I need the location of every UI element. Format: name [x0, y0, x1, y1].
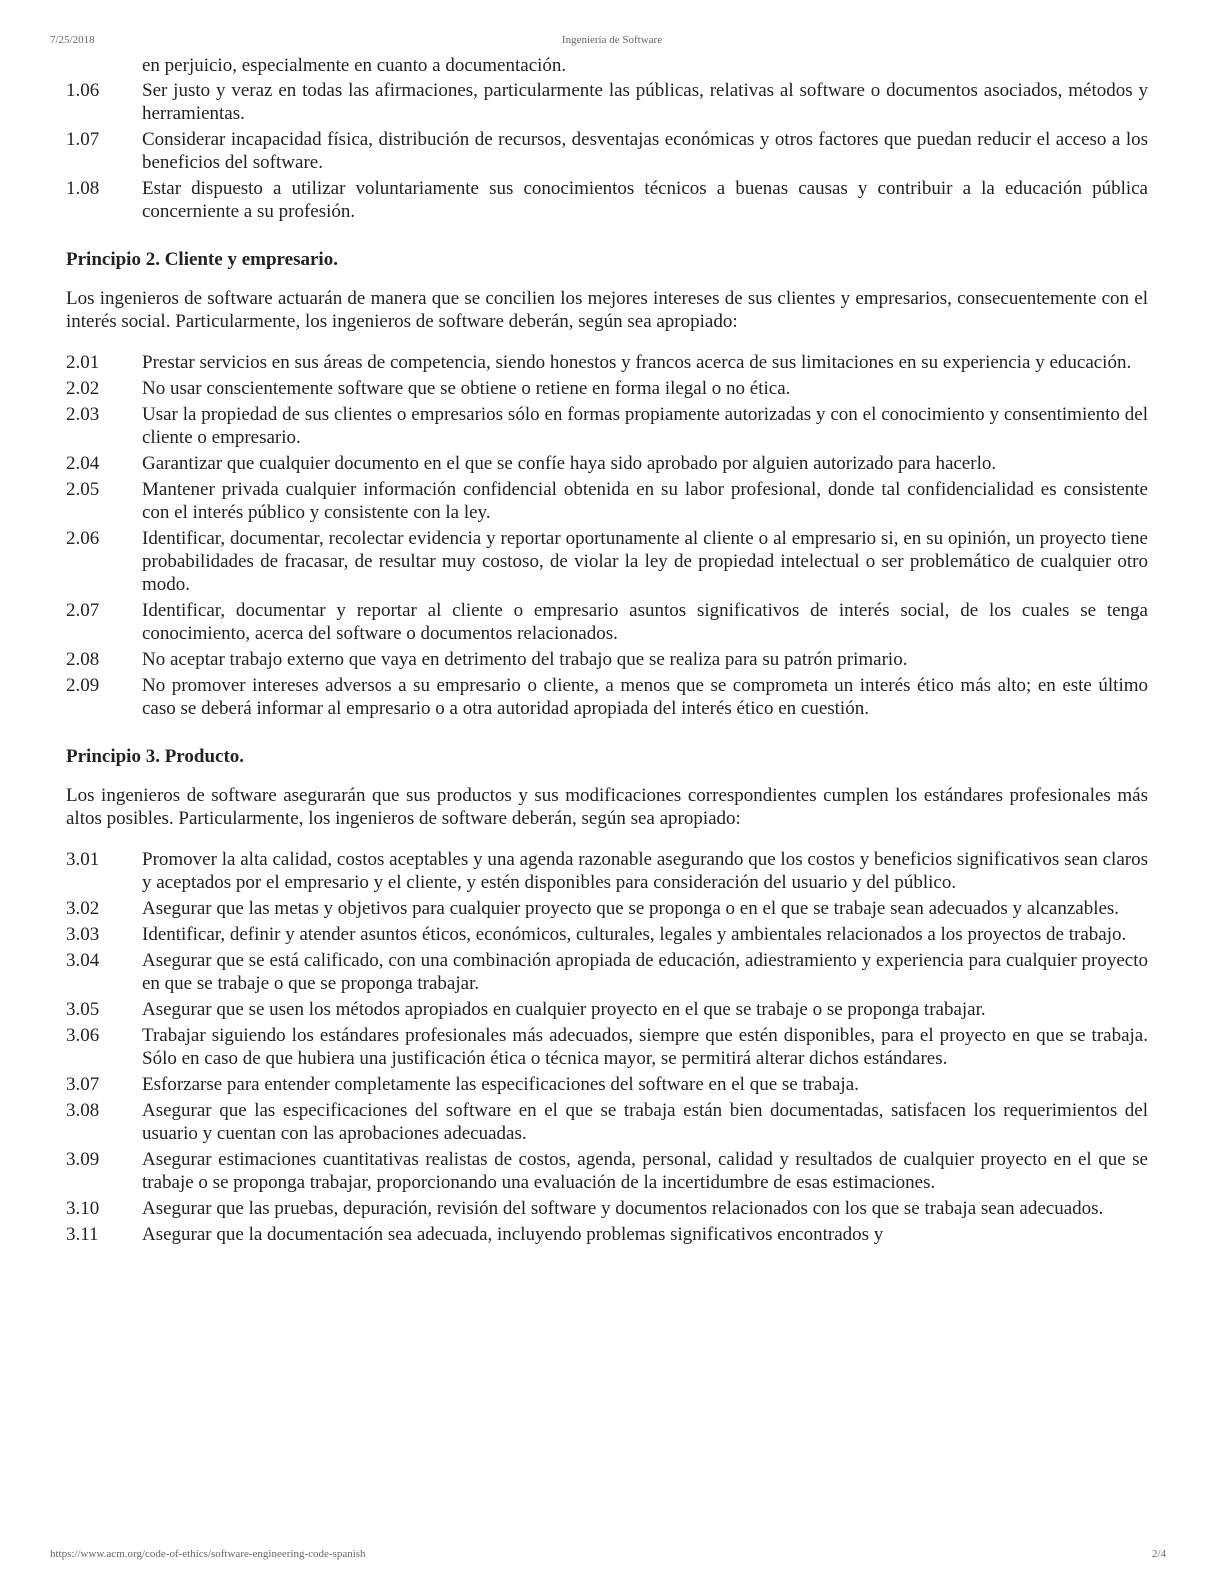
clause-number: 3.10 [66, 1198, 100, 1219]
clause-item [66, 1148, 1148, 1194]
clause-number: 2.09 [66, 675, 100, 696]
clause-item [66, 452, 1148, 475]
clause-text: Prestar servicios en sus áreas de competencia, siendo honestos y francos acerca de sus limitaciones en su experiencia y educación. [142, 352, 1132, 373]
principle-3-heading: Principio 3. Producto. [66, 746, 245, 767]
clause-number: 3.09 [66, 1149, 100, 1170]
clause-number: 2.01 [66, 352, 100, 373]
principle-2-list [66, 351, 1148, 720]
clause-item [66, 648, 1148, 671]
clause-text: Mantener privada cualquier información confidencial obtenida en su labor profesional, donde tal confidencialidad es consistente con el interés público y consistente con la ley. [142, 479, 1148, 523]
clause-text: Asegurar que las especificaciones del software en el que se trabaja están bien documentadas, satisfacen los requerimientos del usuario y cuentan con las aprobaciones adecuadas. [142, 1100, 1148, 1144]
clause-text: Asegurar que las metas y objetivos para cualquier proyecto que se proponga o en el que se trabaje sean adecuados y alcanzables. [142, 898, 1120, 919]
clause-text: Esforzarse para entender completamente las especificaciones del software en el que se trabaja. [142, 1074, 859, 1095]
clause-number: 2.05 [66, 479, 100, 500]
clause-text: Asegurar estimaciones cuantitativas realistas de costos, agenda, personal, calidad y resultados de cualquier proyecto en el que se trabaje o se proponga trabajar, proporcionando una evaluación de la incertidumbre de esas estimaciones. [142, 1149, 1148, 1193]
header-title: Ingeniería de Software [561, 34, 663, 46]
clause-item [66, 478, 1148, 524]
principle-3-list [66, 848, 1148, 1246]
footer-url: https://www.acm.org/code-of-ethics/software-engineering-code-spanish [50, 1548, 366, 1560]
clause-item [66, 674, 1148, 720]
clause-item [66, 403, 1148, 449]
clause-item [66, 1024, 1148, 1070]
clause-text: Identificar, documentar, recolectar evidencia y reportar oportunamente al cliente o al empresario si, en su opinión, un proyecto tiene probabilidades de fracasar, de resultar muy costoso, de violar la ley de propiedad intelectual o ser problemático de cualquier otro modo. [142, 528, 1148, 595]
clause-item [66, 1197, 1148, 1220]
clause-item [66, 79, 1148, 125]
document-body [66, 54, 1148, 1249]
clause-number: 3.08 [66, 1100, 100, 1121]
clause-number: 3.11 [66, 1224, 99, 1245]
continued-text: en perjuicio, especialmente en cuanto a documentación. [142, 55, 567, 76]
clause-text: Asegurar que la documentación sea adecuada, incluyendo problemas significativos encontrados y [142, 1224, 884, 1245]
clause-item [66, 897, 1148, 920]
clause-item [66, 377, 1148, 400]
clause-text: No usar conscientemente software que se obtiene o retiene en forma ilegal o no ética. [142, 378, 791, 399]
clause-item [66, 949, 1148, 995]
clause-text: Usar la propiedad de sus clientes o empresarios sólo en formas propiamente autorizadas y con el conocimiento y consentimiento del cliente o empresario. [142, 404, 1148, 448]
clause-number: 2.02 [66, 378, 100, 399]
clause-number: 3.02 [66, 898, 100, 919]
clause-number: 3.05 [66, 999, 100, 1020]
clause-item [66, 1099, 1148, 1145]
clause-text: Ser justo y veraz en todas las afirmaciones, particularmente las públicas, relativas al software o documentos asociados, métodos y herramientas. [142, 80, 1148, 124]
clause-number: 1.07 [66, 129, 100, 150]
clause-text: Garantizar que cualquier documento en el que se confíe haya sido aprobado por alguien autorizado para hacerlo. [142, 453, 997, 474]
clause-text: Trabajar siguiendo los estándares profesionales más adecuados, siempre que estén disponibles, para el proyecto en que se trabaja. Sólo en caso de que hubiera una justificación ética o técnica mayor, se permitirá alterar dichos estándares. [142, 1025, 1148, 1069]
clause-number: 1.06 [66, 80, 100, 101]
clause-number: 2.08 [66, 649, 100, 670]
clause-number: 3.07 [66, 1074, 100, 1095]
clause-item [66, 599, 1148, 645]
clause-item [66, 848, 1148, 894]
principle-2-intro: Los ingenieros de software actuarán de manera que se concilien los mejores intereses de sus clientes y empresarios, consecuentemente con el interés social. Particularmente, los ingenieros de software deberán, según sea apropiado: [66, 288, 1148, 332]
clause-item [66, 1223, 1148, 1246]
header-date: 7/25/2018 [50, 34, 95, 46]
clause-number: 2.07 [66, 600, 100, 621]
clause-item [66, 998, 1148, 1021]
clause-item [66, 351, 1148, 374]
clause-text: Asegurar que se usen los métodos apropiados en cualquier proyecto en el que se trabaje o se proponga trabajar. [142, 999, 986, 1020]
principle-2-heading: Principio 2. Cliente y empresario. [66, 249, 338, 270]
page-number: 2/4 [1151, 1548, 1166, 1560]
clause-number: 2.06 [66, 528, 100, 549]
clause-text: Asegurar que las pruebas, depuración, revisión del software y documentos relacionados con los que se trabaja sean adecuados. [142, 1198, 1104, 1219]
clause-item [66, 128, 1148, 174]
clause-number: 2.03 [66, 404, 100, 425]
clause-text: Considerar incapacidad física, distribución de recursos, desventajas económicas y otros factores que puedan reducir el acceso a los beneficios del software. [142, 129, 1148, 173]
clause-text: Promover la alta calidad, costos aceptables y una agenda razonable asegurando que los costos y beneficios significativos sean claros y aceptados por el empresario y el cliente, y estén disponibles para consideración del usuario y del público. [142, 849, 1148, 893]
clause-number: 1.08 [66, 178, 100, 199]
clause-number: 3.03 [66, 924, 100, 945]
clause-text: No promover intereses adversos a su empresario o cliente, a menos que se comprometa un interés ético más alto; en este último caso se deberá informar al empresario o a otra autoridad apropiada del interés ético en cuestión. [142, 675, 1148, 719]
principle-3-intro: Los ingenieros de software asegurarán que sus productos y sus modificaciones correspondientes cumplen los estándares profesionales más altos posibles. Particularmente, los ingenieros de software deberán, según sea apropiado: [66, 785, 1148, 829]
clause-number: 2.04 [66, 453, 100, 474]
clause-text: No aceptar trabajo externo que vaya en detrimento del trabajo que se realiza para su patrón primario. [142, 649, 908, 670]
clause-text: Identificar, definir y atender asuntos éticos, económicos, culturales, legales y ambientales relacionados a los proyectos de trabajo. [142, 924, 1127, 945]
clause-item [66, 1073, 1148, 1096]
clause-text: Estar dispuesto a utilizar voluntariamente sus conocimientos técnicos a buenas causas y contribuir a la educación pública concerniente a su profesión. [142, 178, 1148, 222]
clause-item [66, 177, 1148, 223]
clause-text: Identificar, documentar y reportar al cliente o empresario asuntos significativos de interés social, de los cuales se tenga conocimiento, acerca del software o documentos relacionados. [142, 600, 1148, 644]
clause-text: Asegurar que se está calificado, con una combinación apropiada de educación, adiestramiento y experiencia para cualquier proyecto en que se trabaje o que se proponga trabajar. [142, 950, 1148, 994]
clause-number: 3.01 [66, 849, 100, 870]
clause-number: 3.06 [66, 1025, 100, 1046]
clause-number: 3.04 [66, 950, 100, 971]
clause-item [66, 923, 1148, 946]
principle-1-list [66, 79, 1148, 223]
clause-item [66, 527, 1148, 596]
